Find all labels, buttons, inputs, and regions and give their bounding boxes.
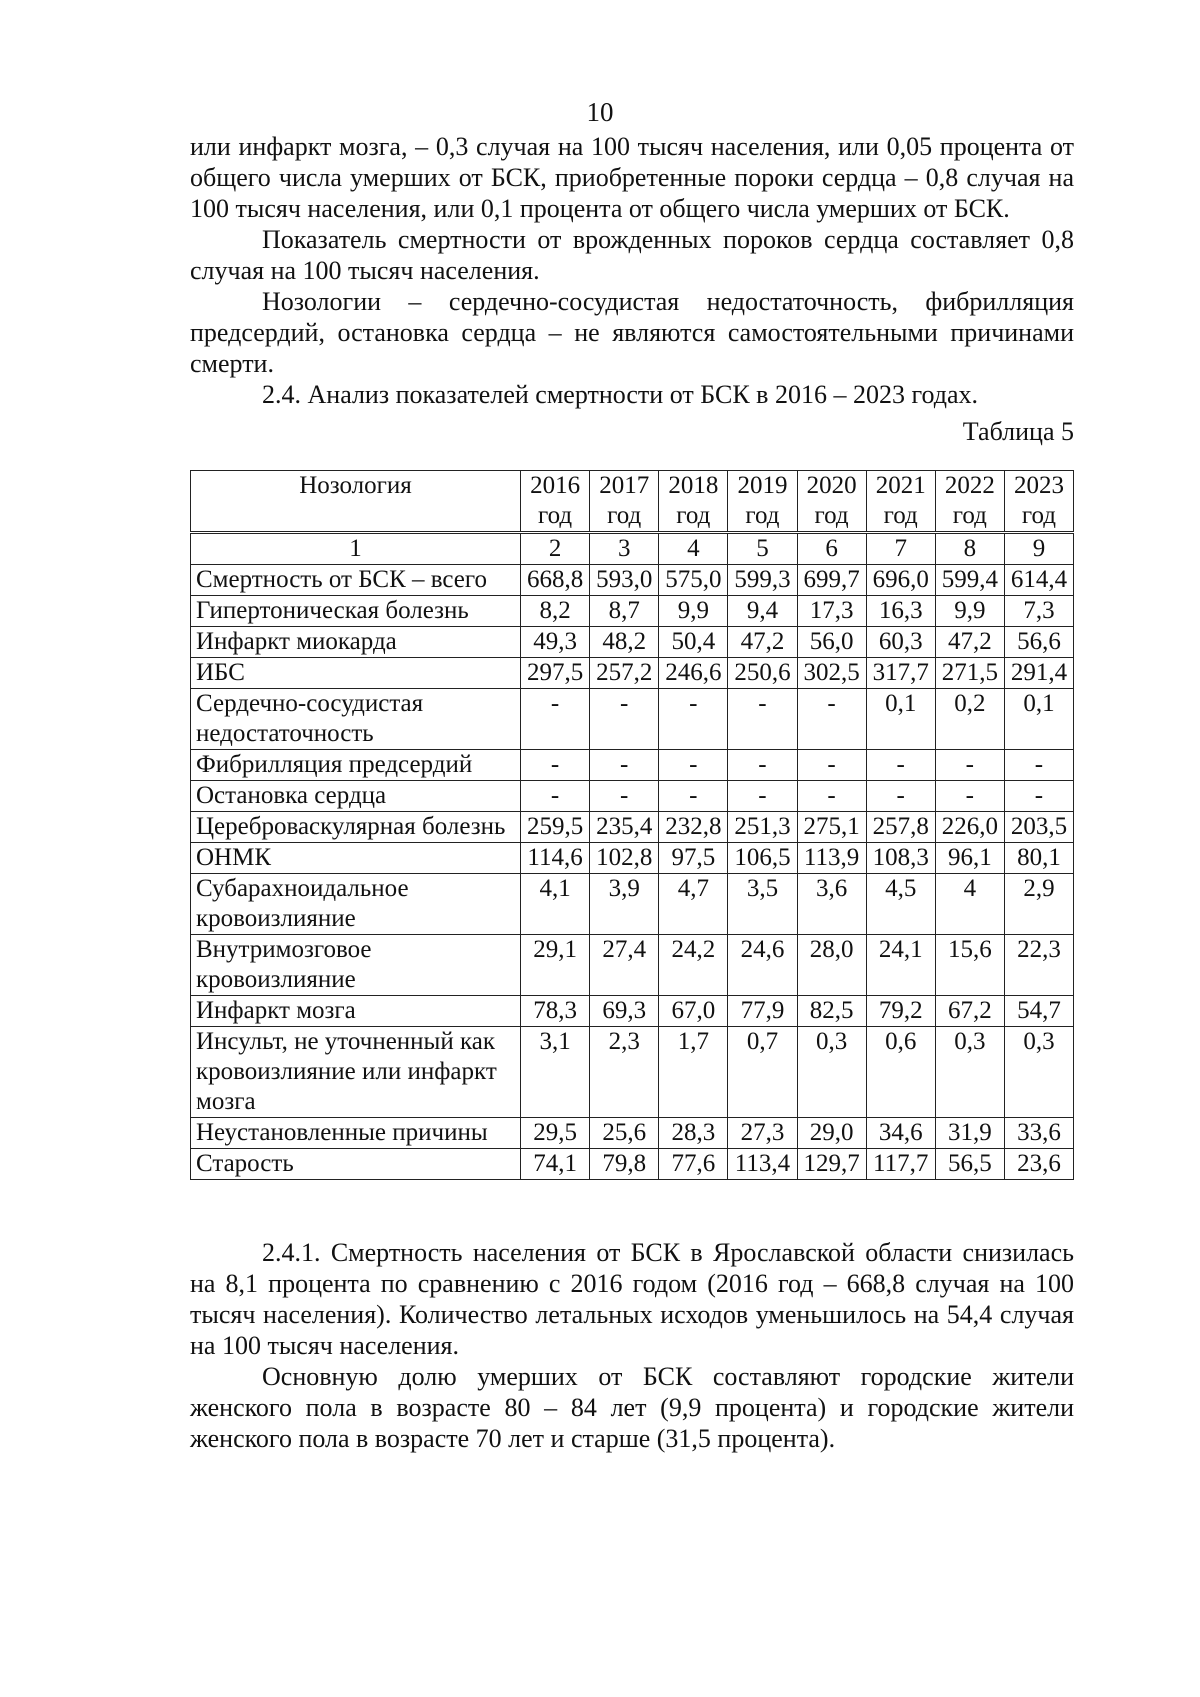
value-cell: 34,6 (866, 1118, 935, 1149)
value-cell: - (728, 689, 797, 750)
value-cell: - (521, 750, 590, 781)
nosology-cell: Смертность от БСК – всего (191, 565, 521, 596)
table-row (191, 689, 1074, 750)
value-cell: 78,3 (521, 996, 590, 1027)
value-cell: 614,4 (1004, 565, 1073, 596)
nosology-cell: Инфаркт миокарда (191, 627, 521, 658)
table-row (191, 812, 1074, 843)
value-cell: 696,0 (866, 565, 935, 596)
value-cell: 232,8 (659, 812, 728, 843)
value-cell: 27,4 (590, 935, 659, 996)
value-cell: 97,5 (659, 843, 728, 874)
value-cell: 28,3 (659, 1118, 728, 1149)
column-number-cell: 6 (797, 533, 866, 565)
text-bottom (190, 1237, 1074, 1454)
header-cell: Нозология (191, 471, 521, 533)
column-number-cell: 1 (191, 533, 521, 565)
value-cell: 79,8 (590, 1149, 659, 1180)
value-cell: 3,1 (521, 1027, 590, 1118)
value-cell: 246,6 (659, 658, 728, 689)
value-cell: 3,9 (590, 874, 659, 935)
value-cell: 24,2 (659, 935, 728, 996)
value-cell: 17,3 (797, 596, 866, 627)
table-row (191, 565, 1074, 596)
value-cell: 226,0 (935, 812, 1004, 843)
value-cell: - (590, 689, 659, 750)
mortality-table (190, 470, 1074, 1180)
value-cell: - (521, 689, 590, 750)
column-number-cell: 4 (659, 533, 728, 565)
value-cell: 67,2 (935, 996, 1004, 1027)
header-cell: 2020 год (797, 471, 866, 533)
value-cell: 4 (935, 874, 1004, 935)
table-caption: Таблица 5 (962, 417, 1074, 446)
value-cell: 0,6 (866, 1027, 935, 1118)
value-cell: 593,0 (590, 565, 659, 596)
value-cell: - (797, 781, 866, 812)
value-cell: 77,6 (659, 1149, 728, 1180)
header-cell: 2017 год (590, 471, 659, 533)
header-cell: 2016 год (521, 471, 590, 533)
value-cell: 257,2 (590, 658, 659, 689)
value-cell: 9,9 (659, 596, 728, 627)
value-cell: 50,4 (659, 627, 728, 658)
value-cell: 27,3 (728, 1118, 797, 1149)
value-cell: - (659, 689, 728, 750)
nosology-cell: Субарахноидальное кровоизлияние (191, 874, 521, 935)
value-cell: 317,7 (866, 658, 935, 689)
value-cell: 113,4 (728, 1149, 797, 1180)
table-row (191, 781, 1074, 812)
value-cell: 47,2 (728, 627, 797, 658)
paragraph: или инфаркт мозга, – 0,3 случая на 100 тысяч населения, или 0,05 процента от общего числа умерших от БСК, приобретенные пороки сердца – 0,8 случая на 100 тысяч населения, или 0,1 процента от общего числа умерших от БСК. (190, 132, 1074, 223)
value-cell: 77,9 (728, 996, 797, 1027)
value-cell: 114,6 (521, 843, 590, 874)
value-cell: 275,1 (797, 812, 866, 843)
value-cell: 271,5 (935, 658, 1004, 689)
value-cell: 24,1 (866, 935, 935, 996)
nosology-cell: ОНМК (191, 843, 521, 874)
value-cell: 250,6 (728, 658, 797, 689)
nosology-cell: ИБС (191, 658, 521, 689)
value-cell: 7,3 (1004, 596, 1073, 627)
value-cell: 48,2 (590, 627, 659, 658)
value-cell: 56,0 (797, 627, 866, 658)
value-cell: 80,1 (1004, 843, 1073, 874)
value-cell: - (728, 781, 797, 812)
value-cell: 8,2 (521, 596, 590, 627)
column-number-cell: 5 (728, 533, 797, 565)
value-cell: 9,4 (728, 596, 797, 627)
column-number-cell: 2 (521, 533, 590, 565)
header-cell: 2019 год (728, 471, 797, 533)
table-row (191, 996, 1074, 1027)
table-row (191, 1118, 1074, 1149)
nosology-cell: Внутримозговое кровоизлияние (191, 935, 521, 996)
value-cell: 4,1 (521, 874, 590, 935)
value-cell: 117,7 (866, 1149, 935, 1180)
header-cell: 2021 год (866, 471, 935, 533)
value-cell: 96,1 (935, 843, 1004, 874)
value-cell: 3,6 (797, 874, 866, 935)
value-cell: 29,0 (797, 1118, 866, 1149)
nosology-cell: Гипертоническая болезнь (191, 596, 521, 627)
table-row (191, 1149, 1074, 1180)
value-cell: 29,1 (521, 935, 590, 996)
paragraph: Показатель смертности от врожденных пороков сердца составляет 0,8 случая на 100 тысяч населения. (190, 225, 1074, 285)
value-cell: 699,7 (797, 565, 866, 596)
value-cell: 108,3 (866, 843, 935, 874)
table-row (191, 627, 1074, 658)
value-cell: 0,2 (935, 689, 1004, 750)
value-cell: 259,5 (521, 812, 590, 843)
value-cell: 25,6 (590, 1118, 659, 1149)
nosology-cell: Старость (191, 1149, 521, 1180)
value-cell: 129,7 (797, 1149, 866, 1180)
nosology-cell: Инсульт, не уточненный как кровоизлияние или инфаркт мозга (191, 1027, 521, 1118)
table-row (191, 874, 1074, 935)
value-cell: 2,3 (590, 1027, 659, 1118)
value-cell: 0,3 (797, 1027, 866, 1118)
value-cell: 28,0 (797, 935, 866, 996)
value-cell: 29,5 (521, 1118, 590, 1149)
page-number: 10 (586, 97, 614, 127)
value-cell: 251,3 (728, 812, 797, 843)
value-cell: - (866, 781, 935, 812)
nosology-cell: Цереброваскулярная болезнь (191, 812, 521, 843)
value-cell: 1,7 (659, 1027, 728, 1118)
value-cell: - (659, 750, 728, 781)
value-cell: 599,3 (728, 565, 797, 596)
value-cell: 203,5 (1004, 812, 1073, 843)
table-row (191, 843, 1074, 874)
value-cell: - (935, 750, 1004, 781)
value-cell: 67,0 (659, 996, 728, 1027)
table-row (191, 1027, 1074, 1118)
paragraph: Нозологии – сердечно-сосудистая недостаточность, фибрилляция предсердий, остановка сердца – не являются самостоятельными причинами смерти. (190, 287, 1074, 378)
value-cell: - (1004, 781, 1073, 812)
value-cell: 54,7 (1004, 996, 1073, 1027)
value-cell: - (521, 781, 590, 812)
text-top (190, 131, 1074, 410)
value-cell: 60,3 (866, 627, 935, 658)
section-heading: 2.4. Анализ показателей смертности от БСК в 2016 – 2023 годах. (262, 380, 978, 409)
value-cell: 235,4 (590, 812, 659, 843)
value-cell: 297,5 (521, 658, 590, 689)
value-cell: - (866, 750, 935, 781)
value-cell: - (797, 750, 866, 781)
value-cell: 24,6 (728, 935, 797, 996)
value-cell: 4,7 (659, 874, 728, 935)
nosology-cell: Сердечно-сосудистая недостаточность (191, 689, 521, 750)
header-cell: 2022 год (935, 471, 1004, 533)
value-cell: 23,6 (1004, 1149, 1073, 1180)
value-cell: - (1004, 750, 1073, 781)
value-cell: 56,6 (1004, 627, 1073, 658)
value-cell: - (728, 750, 797, 781)
value-cell: 22,3 (1004, 935, 1073, 996)
table-row (191, 658, 1074, 689)
value-cell: 599,4 (935, 565, 1004, 596)
value-cell: 15,6 (935, 935, 1004, 996)
value-cell: 113,9 (797, 843, 866, 874)
value-cell: 47,2 (935, 627, 1004, 658)
value-cell: 82,5 (797, 996, 866, 1027)
value-cell: 0,1 (866, 689, 935, 750)
value-cell: - (797, 689, 866, 750)
paragraph: 2.4.1. Смертность населения от БСК в Ярославской области снизилась на 8,1 процента по сравнению с 2016 годом (2016 год – 668,8 случая на 100 тысяч населения). Количество летальных исходов уменьшилось на 54,4 случая на 100 тысяч населения. (190, 1238, 1074, 1360)
value-cell: 575,0 (659, 565, 728, 596)
value-cell: - (590, 781, 659, 812)
nosology-cell: Остановка сердца (191, 781, 521, 812)
value-cell: 56,5 (935, 1149, 1004, 1180)
column-number-cell: 8 (935, 533, 1004, 565)
value-cell: 16,3 (866, 596, 935, 627)
value-cell: 8,7 (590, 596, 659, 627)
value-cell: 3,5 (728, 874, 797, 935)
value-cell: 0,1 (1004, 689, 1073, 750)
value-cell: 31,9 (935, 1118, 1004, 1149)
value-cell: 0,7 (728, 1027, 797, 1118)
value-cell: 102,8 (590, 843, 659, 874)
table-header-row (191, 471, 1074, 533)
value-cell: 79,2 (866, 996, 935, 1027)
value-cell: 257,8 (866, 812, 935, 843)
value-cell: 0,3 (1004, 1027, 1073, 1118)
nosology-cell: Фибрилляция предсердий (191, 750, 521, 781)
value-cell: 2,9 (1004, 874, 1073, 935)
value-cell: - (659, 781, 728, 812)
paragraph: Основную долю умерших от БСК составляют городские жители женского пола в возрасте 80 – 84 лет (9,9 процента) и городские жители женского пола в возрасте 70 лет и старше (31,5 процента). (190, 1362, 1074, 1453)
value-cell: - (935, 781, 1004, 812)
column-number-cell: 7 (866, 533, 935, 565)
nosology-cell: Неустановленные причины (191, 1118, 521, 1149)
value-cell: 291,4 (1004, 658, 1073, 689)
column-number-cell: 9 (1004, 533, 1073, 565)
table-row (191, 935, 1074, 996)
header-cell: 2018 год (659, 471, 728, 533)
value-cell: 74,1 (521, 1149, 590, 1180)
value-cell: 302,5 (797, 658, 866, 689)
table-row (191, 596, 1074, 627)
value-cell: 33,6 (1004, 1118, 1073, 1149)
value-cell: 49,3 (521, 627, 590, 658)
value-cell: - (590, 750, 659, 781)
column-number-row (191, 533, 1074, 565)
value-cell: 4,5 (866, 874, 935, 935)
value-cell: 0,3 (935, 1027, 1004, 1118)
column-number-cell: 3 (590, 533, 659, 565)
value-cell: 106,5 (728, 843, 797, 874)
nosology-cell: Инфаркт мозга (191, 996, 521, 1027)
value-cell: 668,8 (521, 565, 590, 596)
value-cell: 69,3 (590, 996, 659, 1027)
value-cell: 9,9 (935, 596, 1004, 627)
header-cell: 2023 год (1004, 471, 1073, 533)
table-row (191, 750, 1074, 781)
